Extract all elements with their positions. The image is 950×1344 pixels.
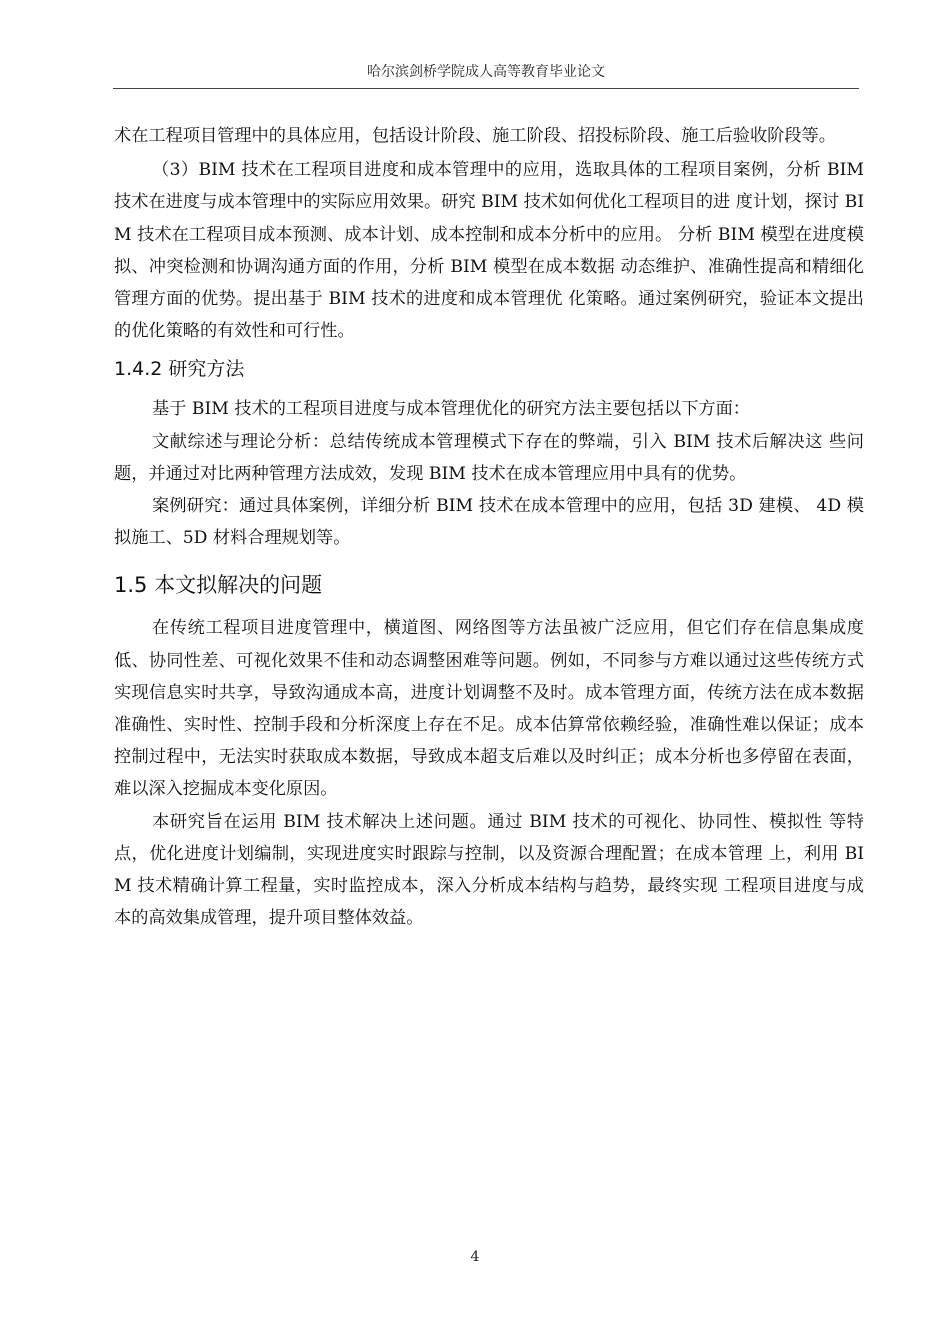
section-heading-1-4-2: 1.4.2 研究方法: [114, 358, 245, 381]
section-heading-1-5: 1.5 本文拟解决的问题: [114, 573, 323, 598]
running-header: 哈尔滨剑桥学院成人高等教育毕业论文: [367, 64, 605, 80]
paragraph-methods-intro: 基于 BIM 技术的工程项目进度与成本管理优化的研究方法主要包括以下方面：: [152, 399, 750, 420]
page-number: 4: [470, 1249, 480, 1265]
header-rule: [113, 88, 859, 89]
paragraph-aims: 本研究旨在运用 BIM 技术解决上述问题。通过 BIM 技术的可视化、协同性、模拟性 等特点，优化进度计划编制，实现进度实时跟踪与控制，以及资源合理配置；在成本管理 上，利用 BIM 技术精确计算工程量，实时监控成本，深入分析成本结构与趋势，最终实现 工程项目进度与成本的高效集成管理，提升项目整体效益。: [114, 811, 864, 929]
paragraph-continuation: 术在工程项目管理中的具体应用，包括设计阶段、施工阶段、招投标阶段、施工后验收阶段等。: [114, 126, 836, 146]
paragraph-problems: 在传统工程项目进度管理中，横道图、网络图等方法虽被广泛应用，但它们存在信息集成度低、协同性差、可视化效果不佳和动态调整困难等问题。例如，不同参与方难以通过这些传统方式实现信息实时共享，导致沟通成本高，进度计划调整不及时。成本管理方面，传统方法在成本数据准确性、实时性、控制手段和分析深度上存在不足。成本估算常依赖经验，准确性难以保证；成本控制过程中，无法实时获取成本数据，导致成本超支后难以及时纠正；成本分析也多停留在表面，难以深入挖掘成本变化原因。: [114, 618, 864, 800]
paragraph-literature-review: 文献综述与理论分析：总结传统成本管理模式下存在的弊端，引入 BIM 技术后解决这 些问题，并通过对比两种管理方法成效，发现 BIM 技术在成本管理应用中具有的优势。: [114, 431, 864, 484]
paragraph-case-study: 案例研究：通过具体案例，详细分析 BIM 技术在成本管理中的应用，包括 3D 建模、 4D 模拟施工、5D 材料合理规划等。: [114, 496, 864, 549]
paragraph-research-content-3: （3）BIM 技术在工程项目进度和成本管理中的应用，选取具体的工程项目案例，分析 BIM 技术在进度与成本管理中的实际应用效果。研究 BIM 技术如何优化工程项目的进 度计划，探讨 BIM 技术在工程项目成本预测、成本计划、成本控制和成本分析中的应用。 分析 BIM 模型在进度模拟、冲突检测和协调沟通方面的作用，分析 BIM 模型在成本数据 动态维护、准确性提高和精细化管理方面的优势。提出基于 BIM 技术的进度和成本管理优 化策略。通过案例研究，验证本文提出的优化策略的有效性和可行性。: [114, 160, 864, 342]
page-body: [114, 120, 864, 934]
